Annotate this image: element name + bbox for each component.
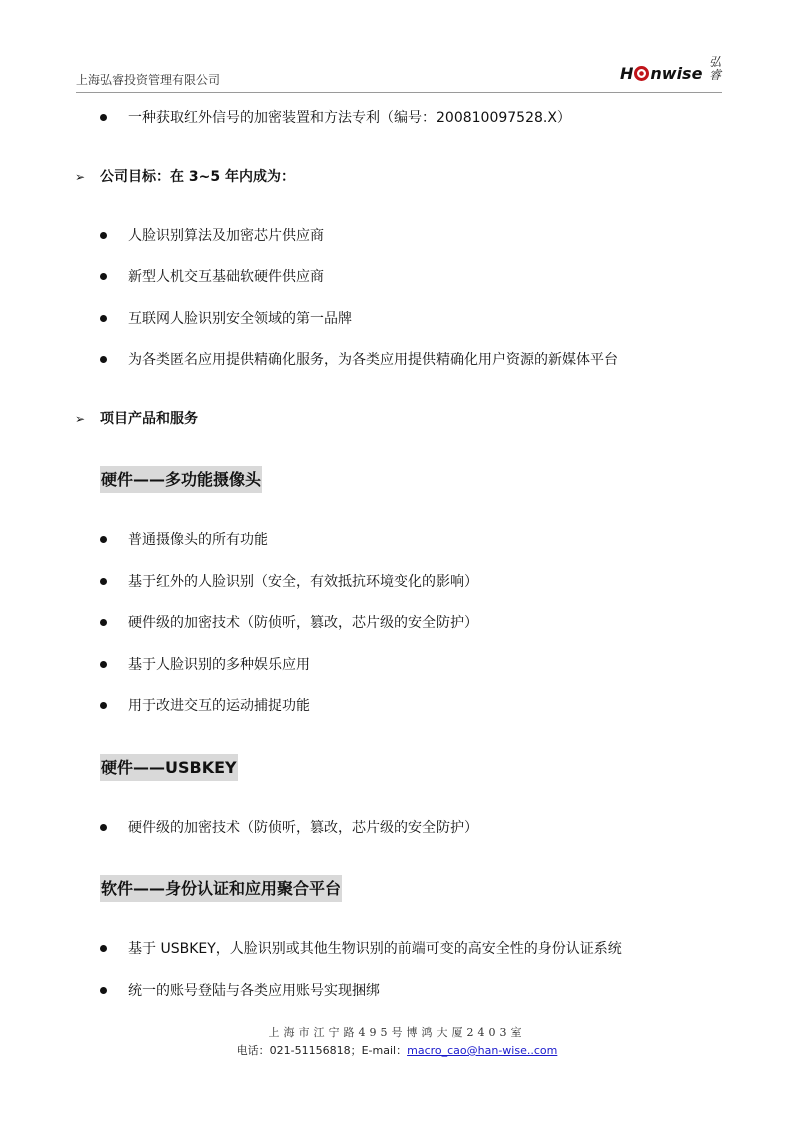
bullet-icon xyxy=(100,273,107,280)
bullet-icon xyxy=(100,824,107,831)
bullet-icon xyxy=(100,536,107,543)
bullet-icon xyxy=(100,578,107,585)
list-item-usbkey-1: 硬件级的加密技术（防侦听，篡改，芯片级的安全防护） xyxy=(128,820,478,836)
bullet-icon xyxy=(100,114,107,121)
section-heading-goals: 公司目标：在 3~5 年内成为： xyxy=(100,169,295,185)
list-item-software-2: 统一的账号登陆与各类应用账号实现捆绑 xyxy=(128,983,380,999)
section-heading-products: 项目产品和服务 xyxy=(100,411,198,427)
logo-letters-nwise: nwise xyxy=(650,64,703,83)
list-item-goal-1: 人脸识别算法及加密芯片供应商 xyxy=(128,228,324,244)
logo-chinese: 弘睿 xyxy=(708,55,721,82)
bullet-icon xyxy=(100,619,107,626)
subsection-title-usbkey: 硬件——USBKEY xyxy=(100,754,238,781)
header-company-name: 上海弘睿投资管理有限公司 xyxy=(76,73,221,87)
footer-phone: 电话：021-51156818；E-mail： xyxy=(236,1044,408,1057)
bullet-icon xyxy=(100,987,107,994)
list-item-patent: 一种获取红外信号的加密装置和方法专利（编号：200810097528.X） xyxy=(128,110,571,126)
subsection-title-camera: 硬件——多功能摄像头 xyxy=(100,466,262,493)
list-item-goal-4: 为各类匿名应用提供精确化服务，为各类应用提供精确化用户资源的新媒体平台 xyxy=(128,352,618,368)
bullet-icon xyxy=(100,315,107,322)
list-item-camera-4: 基于人脸识别的多种娱乐应用 xyxy=(128,657,310,673)
footer-email-link[interactable]: macro_cao@han-wise..com xyxy=(407,1044,558,1057)
footer-contact xyxy=(0,1042,794,1058)
logo-ring-icon xyxy=(634,66,649,81)
subsection-title-software: 软件——身份认证和应用聚合平台 xyxy=(100,875,342,902)
footer-address: 上海市江宁路495号博鸿大厦2403室 xyxy=(268,1026,526,1039)
header-divider xyxy=(76,92,722,93)
list-item-goal-2: 新型人机交互基础软硬件供应商 xyxy=(128,269,324,285)
bullet-icon xyxy=(100,232,107,239)
bullet-icon xyxy=(100,661,107,668)
list-item-camera-5: 用于改进交互的运动捕捉功能 xyxy=(128,698,310,714)
bullet-icon xyxy=(100,702,107,709)
list-item-camera-3: 硬件级的加密技术（防侦听，篡改，芯片级的安全防护） xyxy=(128,615,478,631)
arrow-bullet-icon: ➢ xyxy=(75,412,86,426)
list-item-camera-1: 普通摄像头的所有功能 xyxy=(128,532,268,548)
list-item-software-1: 基于 USBKEY，人脸识别或其他生物识别的前端可变的高安全性的身份认证系统 xyxy=(128,941,622,957)
bullet-icon xyxy=(100,356,107,363)
company-logo xyxy=(620,56,724,92)
arrow-bullet-icon: ➢ xyxy=(75,170,86,184)
logo-wordmark xyxy=(620,64,702,83)
list-item-camera-2: 基于红外的人脸识别（安全，有效抵抗环境变化的影响） xyxy=(128,574,478,590)
list-item-goal-3: 互联网人脸识别安全领域的第一品牌 xyxy=(128,311,352,327)
logo-letter-h: H xyxy=(620,64,634,83)
bullet-icon xyxy=(100,945,107,952)
